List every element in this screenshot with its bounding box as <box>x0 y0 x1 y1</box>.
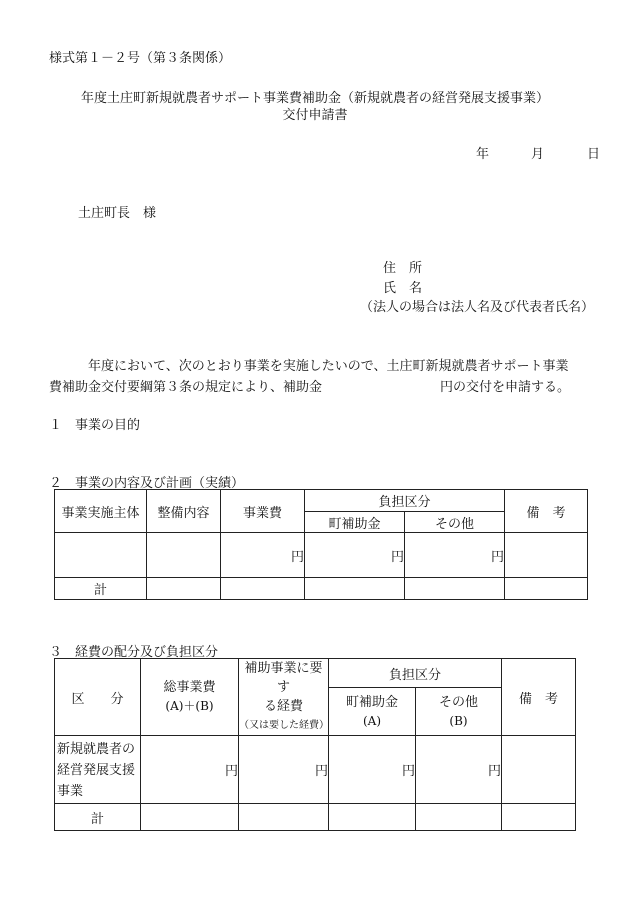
header-content: 整備内容 <box>147 490 221 533</box>
row-label-line-1: 新規就農者の <box>57 742 136 757</box>
header-town-label: 町補助金 <box>345 694 398 710</box>
budget-table <box>54 658 576 831</box>
addressee: 土庄町長 様 <box>78 206 157 221</box>
cell-cost-unit: 円 <box>221 533 305 578</box>
total-cost <box>221 578 305 600</box>
applicant-address-label: 住 所 <box>383 261 423 276</box>
header-other: その他 <box>405 512 505 533</box>
header-town-subsidy <box>329 688 416 736</box>
header-other-label: その他 <box>439 694 479 710</box>
cell-other-unit: 円 <box>416 736 502 804</box>
date-day-label: 日 <box>587 147 601 162</box>
total-remarks <box>505 578 588 600</box>
section-1-title: １ 事業の目的 <box>49 418 141 433</box>
cell-eligible-unit: 円 <box>239 736 329 804</box>
cell-content <box>147 533 221 578</box>
total-label: 計 <box>55 804 141 831</box>
cell-implementer <box>55 533 147 578</box>
cell-other-unit: 円 <box>405 533 505 578</box>
header-remarks: 備 考 <box>502 659 576 736</box>
row-label-line-3: 事業 <box>57 784 84 799</box>
document-title: 年度土庄町新規就農者サポート事業費補助金（新規就農者の経営発展支援事業） <box>80 91 549 106</box>
plan-table <box>54 489 588 600</box>
header-town-code: (A) <box>362 713 382 728</box>
header-division: 区 分 <box>55 659 141 736</box>
cell-total-cost-unit: 円 <box>141 736 239 804</box>
header-total-cost-label: 総事業費 <box>163 680 216 695</box>
total-cost <box>141 804 239 831</box>
body-line-1: 年度において、次のとおり事業を実施したいので、土庄町新規就農者サポート事業 <box>88 359 569 374</box>
row-label-line-2: 経営発展支援 <box>57 763 136 778</box>
total-remarks <box>502 804 576 831</box>
cell-remarks <box>502 736 576 804</box>
applicant-corporate-note: （法人の場合は法人名及び代表者氏名） <box>360 300 595 315</box>
header-eligible-note: （又は要した経費） <box>239 720 329 731</box>
form-number: 様式第１－２号（第３条関係） <box>49 51 232 66</box>
header-eligible-cost <box>239 659 329 736</box>
cell-town-unit: 円 <box>329 736 416 804</box>
cell-remarks <box>505 533 588 578</box>
document-subtitle: 交付申請書 <box>282 108 348 123</box>
date-year-label: 年 <box>476 147 490 162</box>
total-town <box>305 578 405 600</box>
header-other-code: (B) <box>449 713 468 728</box>
header-total-formula: (A)＋(B) <box>165 699 214 713</box>
date-month-label: 月 <box>531 147 545 162</box>
header-eligible-line-2: る経費 <box>263 699 303 714</box>
header-cost: 事業費 <box>221 490 305 533</box>
header-total-cost <box>141 659 239 736</box>
body-line-2 <box>49 376 570 395</box>
total-eligible <box>239 804 329 831</box>
applicant-name-label: 氏 名 <box>383 281 423 296</box>
section-3-title: ３ 経費の配分及び負担区分 <box>49 645 219 660</box>
total-label: 計 <box>55 578 147 600</box>
header-remarks: 備 考 <box>505 490 588 533</box>
section-2-title: ２ 事業の内容及び計画（実績） <box>49 476 245 491</box>
header-eligible-line-1: 補助事業に要す <box>244 661 323 695</box>
total-content <box>147 578 221 600</box>
header-other <box>416 688 502 736</box>
row-label-new-farmer <box>55 736 141 804</box>
header-burden: 負担区分 <box>329 659 502 688</box>
total-other <box>405 578 505 600</box>
header-implementer: 事業実施主体 <box>55 490 147 533</box>
cell-town-unit: 円 <box>305 533 405 578</box>
body-line-2-tail: 円の交付を申請する。 <box>440 380 571 395</box>
header-burden: 負担区分 <box>305 490 505 512</box>
total-town <box>329 804 416 831</box>
total-other <box>416 804 502 831</box>
body-line-2-lead: 費補助金交付要綱第３条の規定により、補助金 <box>49 380 323 395</box>
header-town-subsidy: 町補助金 <box>305 512 405 533</box>
